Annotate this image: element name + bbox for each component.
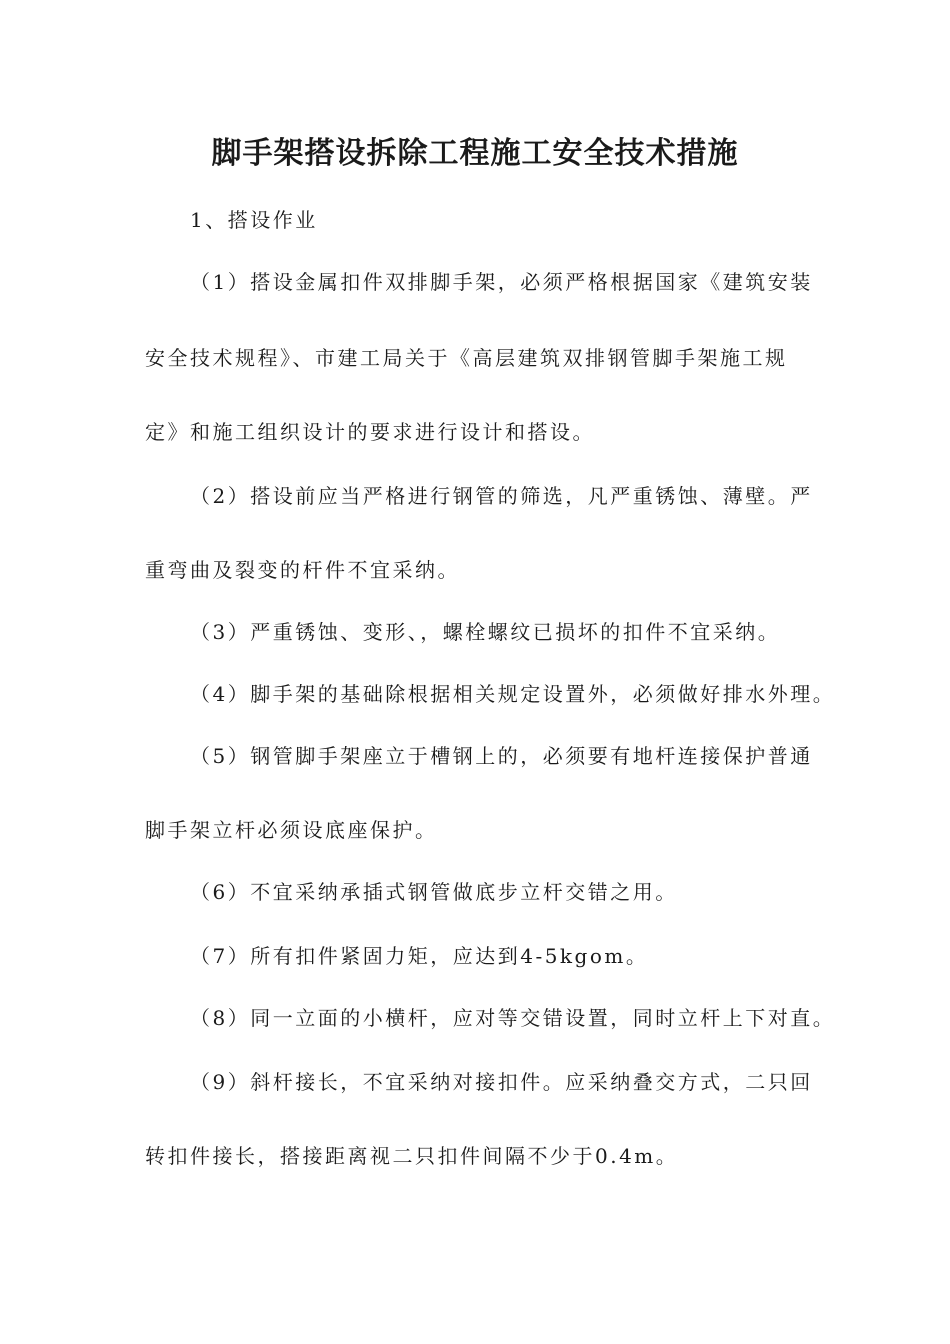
paragraph-line: 转扣件接长，搭接距离视二只扣件间隔不少于0.4m。 [145,1144,679,1168]
paragraph-line: （7）所有扣件紧固力矩，应达到4-5kgom。 [190,944,649,968]
paragraph-line: （3）严重锈蚀、变形、，螺栓螺纹已损坏的扣件不宜采纳。 [190,620,781,644]
paragraph-line: 脚手架立杆必须设底座保护。 [145,818,438,842]
paragraph-line: （6）不宜采纳承插式钢管做底步立杆交错之用。 [190,880,678,904]
document-title: 脚手架搭设拆除工程施工安全技术措施 [211,136,739,171]
paragraph-line: （8）同一立面的小横杆，应对等交错设置，同时立杆上下对直。 [190,1006,836,1030]
paragraph-line: 重弯曲及裂变的杆件不宜采纳。 [145,558,460,582]
paragraph-line: （2）搭设前应当严格进行钢管的筛选，凡严重锈蚀、薄壁。严 [190,484,813,508]
paragraph-line: （9）斜杆接长，不宜采纳对接扣件。应采纳叠交方式，二只回 [190,1070,813,1094]
paragraph-line: （1）搭设金属扣件双排脚手架，必须严格根据国家《建筑安装 [190,270,813,294]
paragraph-line: 定》和施工组织设计的要求进行设计和搭设。 [145,420,595,444]
paragraph-line: （5）钢管脚手架座立于槽钢上的，必须要有地杆连接保护普通 [190,744,813,768]
paragraph-line: 安全技术规程》、市建工局关于《高层建筑双排钢管脚手架施工规 [145,346,788,370]
section-heading: 1、搭设作业 [190,208,318,232]
paragraph-line: （4）脚手架的基础除根据相关规定设置外，必须做好排水外理。 [190,682,836,706]
